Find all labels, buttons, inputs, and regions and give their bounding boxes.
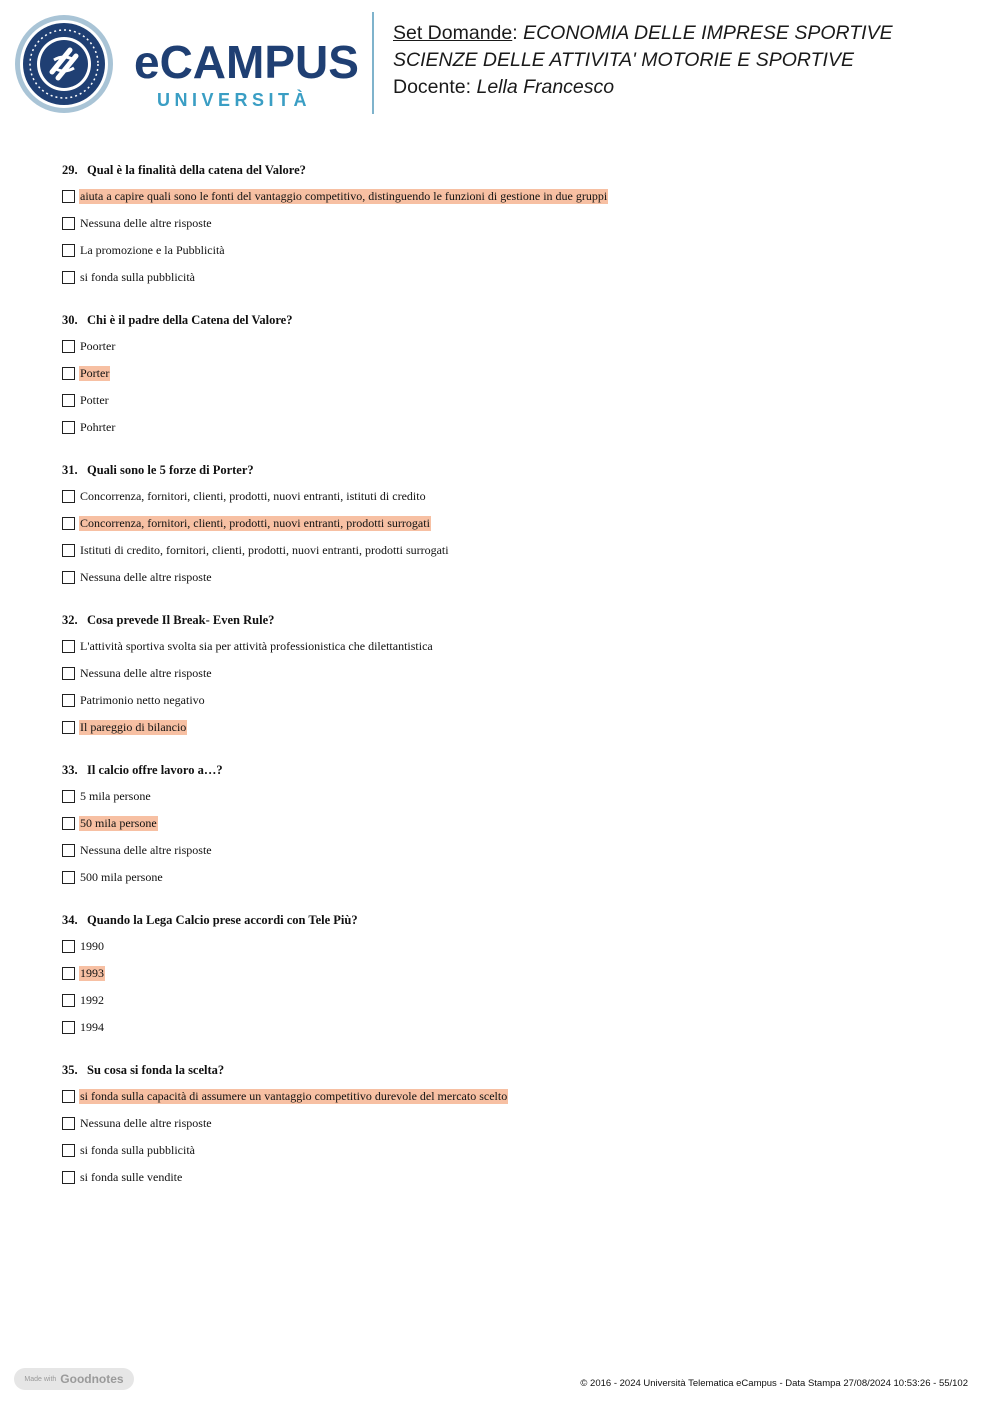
page-footer: © 2016 - 2024 Università Telematica eCampus - Data Stampa 27/08/2024 10:53:26 - 55/102 (580, 1378, 968, 1389)
answer-text: Pohrter (80, 420, 116, 434)
answer-text: Nessuna delle altre risposte (80, 570, 212, 584)
answer-option[interactable] (62, 987, 962, 1014)
answer-text: Nessuna delle altre risposte (80, 666, 212, 680)
answer-option[interactable] (62, 933, 962, 960)
answer-text: si fonda sulla pubblicità (80, 1143, 195, 1157)
answer-checkbox[interactable] (62, 271, 75, 284)
question-title (62, 157, 962, 183)
question-title (62, 757, 962, 783)
answer-option[interactable] (62, 837, 962, 864)
question-block (62, 457, 962, 591)
goodnotes-label: Goodnotes (60, 1372, 124, 1386)
answer-text: La promozione e la Pubblicità (80, 243, 225, 257)
brand-logo (134, 36, 359, 112)
answer-option[interactable] (62, 660, 962, 687)
question-title (62, 907, 962, 933)
answer-checkbox[interactable] (62, 871, 75, 884)
answer-option[interactable] (62, 333, 962, 360)
question-number: 31. (62, 463, 78, 477)
question-text: Qual è la finalità della catena del Valore? (87, 163, 306, 177)
question-title (62, 607, 962, 633)
answer-option[interactable] (62, 1110, 962, 1137)
answer-text: 1992 (80, 993, 104, 1007)
logo-subtext: UNIVERSITÀ (157, 90, 312, 110)
answer-text: Patrimonio netto negativo (80, 693, 205, 707)
question-block (62, 157, 962, 291)
question-block (62, 607, 962, 741)
answer-text: Istituti di credito, fornitori, clienti, prodotti, nuovi entranti, prodotti surrogati (80, 543, 449, 557)
set-label: Set Domande (393, 22, 513, 44)
answer-checkbox[interactable] (62, 817, 75, 830)
question-text: Quando la Lega Calcio prese accordi con Tele Più? (87, 913, 358, 927)
answer-option[interactable] (62, 1164, 962, 1191)
university-seal-icon (14, 14, 114, 114)
answer-checkbox[interactable] (62, 640, 75, 653)
question-text: Su cosa si fonda la scelta? (87, 1063, 225, 1077)
answer-text-highlighted: 1993 (80, 966, 104, 980)
answer-text-highlighted: aiuta a capire quali sono le fonti del vantaggio competitivo, distinguendo le funzioni di gestione in due gruppi (80, 189, 608, 203)
header-course-line (393, 20, 993, 47)
answer-checkbox[interactable] (62, 994, 75, 1007)
question-block (62, 307, 962, 441)
set-separator: : (512, 22, 524, 44)
questions-list (62, 157, 962, 1207)
answer-option[interactable] (62, 810, 962, 837)
answer-checkbox[interactable] (62, 517, 75, 530)
question-number: 35. (62, 1063, 78, 1077)
answer-option[interactable] (62, 960, 962, 987)
answer-option[interactable] (62, 264, 962, 291)
question-title (62, 1057, 962, 1083)
question-number: 32. (62, 613, 78, 627)
answer-checkbox[interactable] (62, 844, 75, 857)
answer-checkbox[interactable] (62, 694, 75, 707)
teacher-name: Lella Francesco (476, 76, 615, 98)
answer-text: Poorter (80, 339, 116, 353)
goodnotes-badge (14, 1368, 134, 1390)
answer-option[interactable] (62, 537, 962, 564)
teacher-label: Docente: (393, 76, 477, 98)
page-header (0, 0, 1000, 120)
answer-checkbox[interactable] (62, 217, 75, 230)
made-with-label: Made with (24, 1375, 57, 1383)
answer-option[interactable] (62, 687, 962, 714)
question-block (62, 1057, 962, 1191)
question-text: Chi è il padre della Catena del Valore? (87, 313, 293, 327)
question-number: 34. (62, 913, 78, 927)
question-number: 33. (62, 763, 78, 777)
answer-option[interactable] (62, 714, 962, 741)
answer-text: Potter (80, 393, 109, 407)
answer-text-highlighted: 50 mila persone (80, 816, 157, 830)
answer-text: 500 mila persone (80, 870, 163, 884)
answer-text: 5 mila persone (80, 789, 151, 803)
answer-option[interactable] (62, 864, 962, 891)
answer-checkbox[interactable] (62, 244, 75, 257)
answer-option[interactable] (62, 183, 962, 210)
answer-checkbox[interactable] (62, 790, 75, 803)
answer-checkbox[interactable] (62, 421, 75, 434)
question-text: Il calcio offre lavoro a…? (87, 763, 223, 777)
answer-option[interactable] (62, 1137, 962, 1164)
answer-text: si fonda sulla pubblicità (80, 270, 195, 284)
answer-option[interactable] (62, 1083, 962, 1110)
teacher-line (393, 74, 993, 101)
header-info (393, 20, 993, 101)
answer-option[interactable] (62, 414, 962, 441)
answer-text: 1990 (80, 939, 104, 953)
answer-text-highlighted: Porter (80, 366, 110, 380)
answer-checkbox[interactable] (62, 367, 75, 380)
answer-text-highlighted: si fonda sulla capacità di assumere un vantaggio competitivo durevole del mercato scelto (80, 1089, 508, 1103)
answer-option[interactable] (62, 1014, 962, 1041)
question-text: Quali sono le 5 forze di Porter? (87, 463, 254, 477)
answer-option[interactable] (62, 633, 962, 660)
answer-checkbox[interactable] (62, 721, 75, 734)
answer-checkbox[interactable] (62, 1171, 75, 1184)
answer-option[interactable] (62, 510, 962, 537)
course-title: ECONOMIA DELLE IMPRESE SPORTIVE (523, 22, 893, 44)
header-divider (372, 12, 374, 114)
answer-option[interactable] (62, 210, 962, 237)
answer-checkbox[interactable] (62, 940, 75, 953)
course-degree: SCIENZE DELLE ATTIVITA' MOTORIE E SPORTIVE (393, 49, 854, 71)
answer-checkbox[interactable] (62, 1021, 75, 1034)
answer-text: Nessuna delle altre risposte (80, 216, 212, 230)
question-text: Cosa prevede Il Break- Even Rule? (87, 613, 275, 627)
answer-option[interactable] (62, 783, 962, 810)
answer-checkbox[interactable] (62, 667, 75, 680)
answer-text-highlighted: Il pareggio di bilancio (80, 720, 187, 734)
question-block (62, 757, 962, 891)
answer-checkbox[interactable] (62, 340, 75, 353)
answer-checkbox[interactable] (62, 394, 75, 407)
answer-option[interactable] (62, 360, 962, 387)
answer-text: 1994 (80, 1020, 104, 1034)
answer-checkbox[interactable] (62, 1144, 75, 1157)
answer-option[interactable] (62, 564, 962, 591)
question-number: 30. (62, 313, 78, 327)
answer-text: Concorrenza, fornitori, clienti, prodotti, nuovi entranti, istituti di credito (80, 489, 426, 503)
answer-text: si fonda sulle vendite (80, 1170, 183, 1184)
answer-option[interactable] (62, 237, 962, 264)
logo-text: eCAMPUS (134, 36, 359, 88)
question-title (62, 457, 962, 483)
answer-checkbox[interactable] (62, 967, 75, 980)
answer-checkbox[interactable] (62, 490, 75, 503)
answer-checkbox[interactable] (62, 190, 75, 203)
answer-text: L'attività sportiva svolta sia per attività professionistica che dilettantistica (80, 639, 433, 653)
answer-checkbox[interactable] (62, 1117, 75, 1130)
answer-text: Nessuna delle altre risposte (80, 1116, 212, 1130)
answer-option[interactable] (62, 483, 962, 510)
answer-text: Nessuna delle altre risposte (80, 843, 212, 857)
question-number: 29. (62, 163, 78, 177)
question-title (62, 307, 962, 333)
answer-checkbox[interactable] (62, 1090, 75, 1103)
answer-checkbox[interactable] (62, 544, 75, 557)
answer-checkbox[interactable] (62, 571, 75, 584)
answer-text-highlighted: Concorrenza, fornitori, clienti, prodotti, nuovi entranti, prodotti surrogati (80, 516, 430, 530)
question-block (62, 907, 962, 1041)
answer-option[interactable] (62, 387, 962, 414)
